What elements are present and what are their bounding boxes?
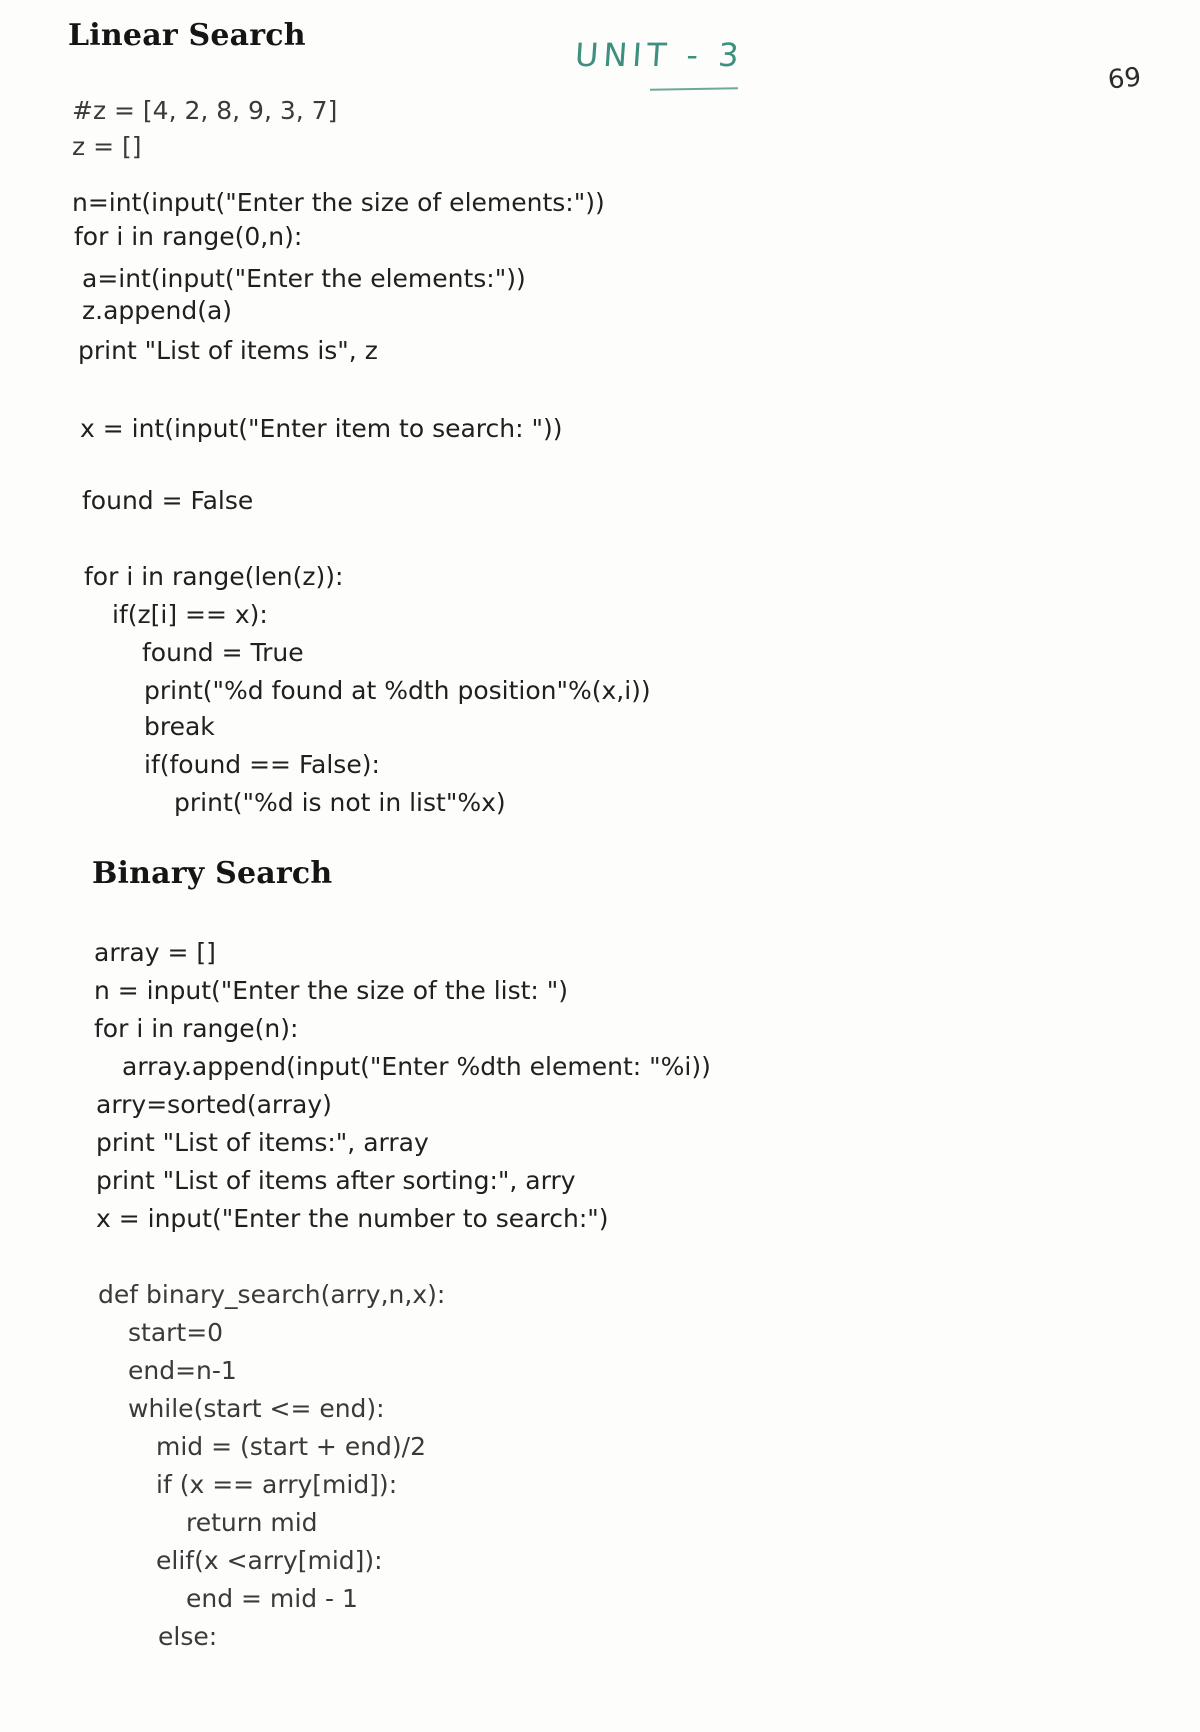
code-line: break	[144, 712, 215, 741]
code-line: x = input("Enter the number to search:")	[96, 1204, 609, 1233]
code-line: n=int(input("Enter the size of elements:"))	[72, 188, 605, 217]
code-line: mid = (start + end)/2	[156, 1432, 427, 1461]
code-line: print "List of items:", array	[96, 1128, 429, 1157]
code-line: z = []	[72, 132, 142, 161]
code-line: print("%d found at %dth position"%(x,i))	[144, 676, 651, 705]
code-line: for i in range(n):	[94, 1014, 299, 1043]
code-line: for i in range(0,n):	[74, 222, 303, 251]
code-line: if(z[i] == x):	[112, 600, 268, 629]
handwritten-underline	[650, 87, 738, 91]
code-line: elif(x <arry[mid]):	[156, 1546, 383, 1575]
linear-search-heading: Linear Search	[68, 18, 306, 53]
code-line: z.append(a)	[82, 296, 233, 325]
code-line: end=n-1	[128, 1356, 237, 1385]
code-line: def binary_search(arry,n,x):	[98, 1280, 446, 1309]
code-line: end = mid - 1	[186, 1584, 358, 1613]
code-line: print "List of items after sorting:", arry	[96, 1166, 576, 1195]
code-line: while(start <= end):	[128, 1394, 385, 1423]
handwritten-page-number: 69	[1106, 62, 1143, 96]
code-line: for i in range(len(z)):	[84, 562, 344, 591]
code-line: found = False	[82, 486, 254, 515]
code-line: start=0	[128, 1318, 224, 1347]
code-line: array = []	[94, 938, 216, 967]
code-line: print "List of items is", z	[78, 336, 378, 365]
code-line: if (x == arry[mid]):	[156, 1470, 398, 1499]
code-line: if(found == False):	[144, 750, 380, 779]
handwritten-unit-note: UNIT - 3	[573, 36, 745, 74]
code-line: array.append(input("Enter %dth element: "%i))	[122, 1052, 711, 1081]
code-line: return mid	[186, 1508, 318, 1537]
code-line: n = input("Enter the size of the list: ")	[94, 976, 569, 1005]
code-line: a=int(input("Enter the elements:"))	[82, 264, 526, 293]
binary-search-heading: Binary Search	[92, 856, 333, 891]
code-line: #z = [4, 2, 8, 9, 3, 7]	[72, 96, 338, 125]
code-line: arry=sorted(array)	[96, 1090, 332, 1119]
code-line: print("%d is not in list"%x)	[174, 788, 506, 817]
code-line: else:	[158, 1622, 218, 1651]
code-line: x = int(input("Enter item to search: "))	[80, 414, 563, 443]
code-line: found = True	[142, 638, 304, 667]
